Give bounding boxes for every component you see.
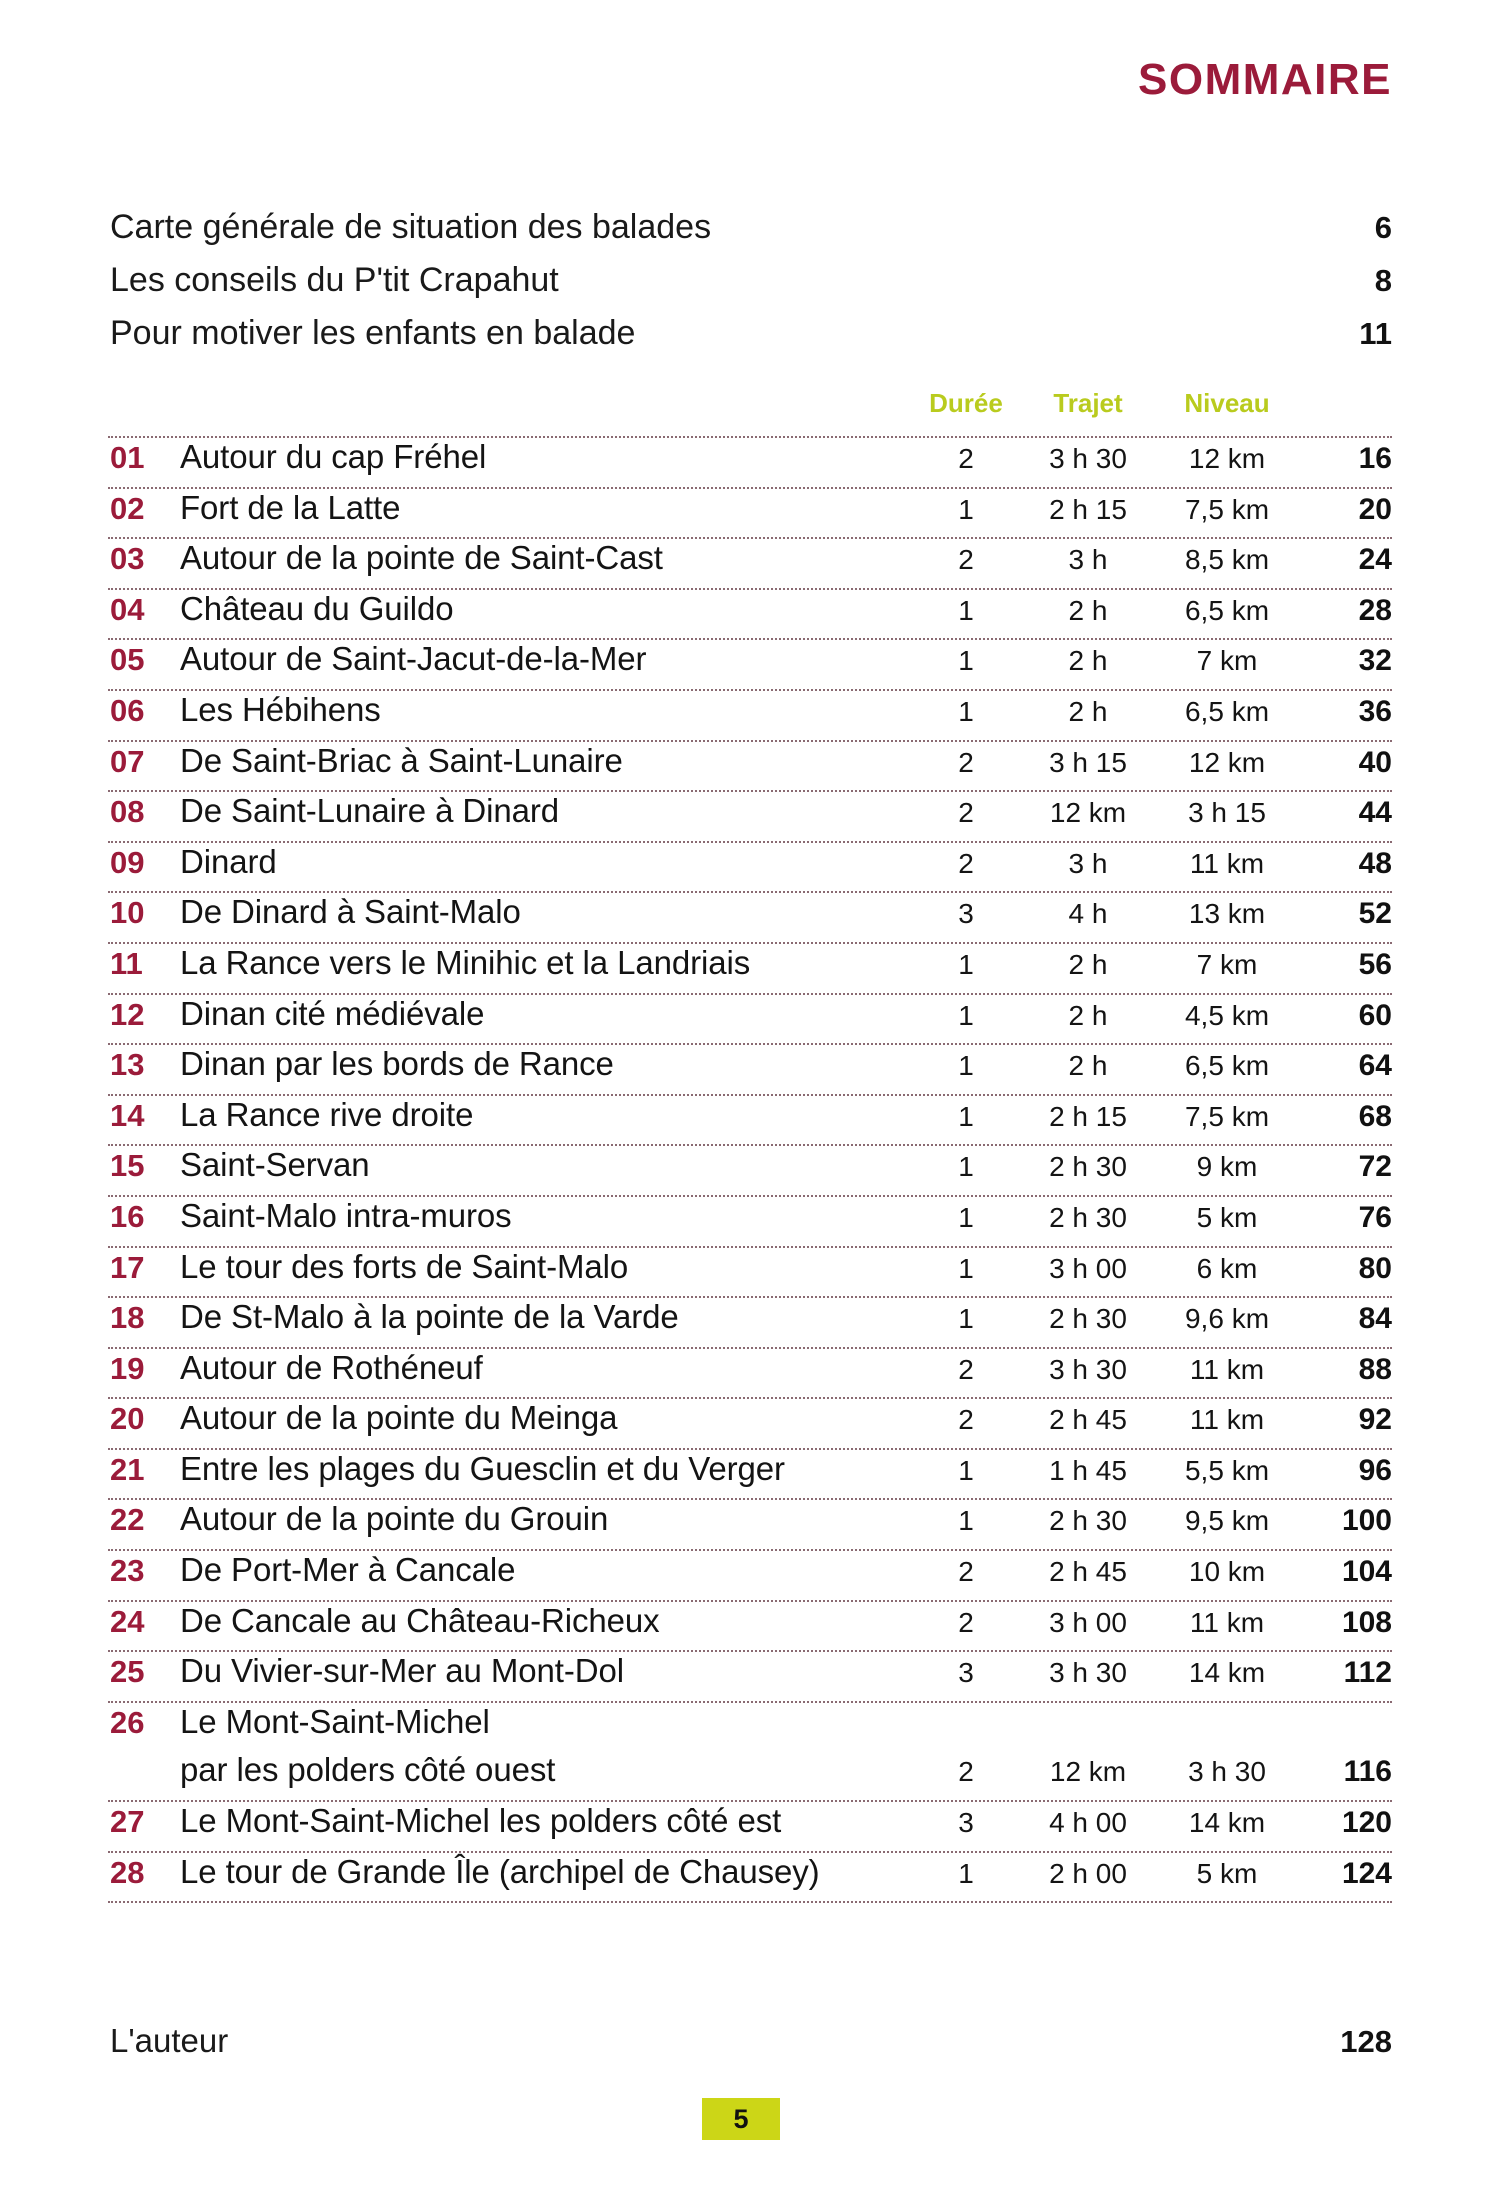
row-title: De Saint-Briac à Saint-Lunaire [180,741,623,779]
row-title: La Rance vers le Minihic et la Landriais [180,943,751,981]
row-duree: 2 [958,544,974,576]
row-page: 60 [1358,998,1392,1032]
row-page: 100 [1341,1504,1392,1538]
row-page: 24 [1358,543,1392,577]
table-row[interactable] [108,1195,1392,1246]
author-page-number: 128 [1340,2024,1392,2059]
table-row[interactable] [108,1701,1392,1752]
row-number: 14 [110,1097,145,1133]
row-trajet: 1 h 45 [1049,1454,1127,1486]
row-title: De Port-Mer à Cancale [180,1551,516,1589]
table-row[interactable] [108,487,1392,538]
row-number: 24 [110,1603,145,1639]
row-duree: 2 [958,1353,974,1385]
row-duree: 2 [958,1606,974,1638]
row-trajet: 3 h 30 [1049,443,1127,474]
row-niveau: 6,5 km [1184,594,1270,626]
row-title: De Saint-Lunaire à Dinard [180,792,560,830]
row-title: De Cancale au Château-Richeux [180,1601,660,1639]
table-row[interactable] [108,537,1392,588]
row-trajet: 2 h 30 [1049,1303,1127,1335]
author-label: L'auteur [110,2022,229,2059]
table-row[interactable] [108,689,1392,740]
row-niveau: 14 km [1188,1807,1266,1839]
table-row[interactable] [108,1296,1392,1347]
row-trajet: 3 h 30 [1049,1353,1127,1385]
row-number: 18 [110,1300,145,1336]
row-page: 72 [1358,1150,1392,1184]
row-duree: 3 [958,1807,974,1839]
row-number: 23 [110,1553,145,1589]
folio-badge [702,2098,780,2140]
table-row[interactable] [108,1347,1392,1398]
table-row[interactable] [108,1043,1392,1094]
row-duree: 1 [958,948,974,980]
row-trajet: 2 h 30 [1049,1151,1127,1183]
table-row[interactable] [108,942,1392,993]
row-title: Château du Guildo [180,589,454,627]
row-page: 32 [1358,644,1392,678]
row-number: 02 [110,490,145,526]
row-trajet: 3 h 00 [1049,1606,1127,1638]
row-number: 12 [110,996,145,1032]
row-trajet: 2 h 00 [1049,1857,1127,1889]
row-duree: 1 [958,1201,974,1233]
row-duree: 1 [958,999,974,1031]
row-niveau: 6 km [1196,1252,1258,1284]
row-niveau: 8,5 km [1184,544,1270,576]
row-title: De Dinard à Saint-Malo [180,893,521,931]
row-duree: 1 [958,1454,974,1486]
row-trajet: 2 h 15 [1049,1100,1127,1132]
row-trajet: 2 h [1068,594,1108,626]
row-duree: 1 [958,1857,974,1889]
row-niveau: 11 km [1189,847,1265,879]
table-row[interactable] [108,1751,1392,1800]
row-title: Le Mont-Saint-Michel [180,1702,490,1740]
row-number: 19 [110,1350,145,1386]
intro-item-label: Les conseils du P'tit Crapahut [110,261,559,299]
toc-table [108,388,1392,1903]
row-duree: 1 [958,493,974,525]
row-page: 80 [1358,1251,1392,1285]
row-page: 112 [1343,1656,1392,1690]
row-trajet: 2 h [1068,695,1108,727]
table-row[interactable] [108,1800,1392,1851]
row-page: 104 [1341,1555,1392,1589]
row-duree: 1 [958,1100,974,1132]
table-row[interactable] [108,1144,1392,1195]
row-duree: 1 [958,1505,974,1537]
row-trajet: 12 km [1049,797,1127,829]
table-row[interactable] [108,588,1392,639]
row-number: 17 [110,1249,145,1285]
table-row[interactable] [108,790,1392,841]
row-page: 88 [1358,1352,1392,1386]
table-row[interactable] [108,1498,1392,1549]
row-niveau: 5 km [1196,1201,1258,1233]
row-number: 20 [110,1401,145,1437]
row-page: 116 [1343,1755,1392,1789]
row-niveau: 7,5 km [1184,1100,1270,1132]
row-page: 120 [1341,1806,1392,1840]
row-number: 21 [110,1451,145,1487]
folio-number: 5 [733,2103,749,2134]
row-duree: 2 [958,797,974,829]
table-row[interactable] [108,1246,1392,1297]
row-niveau: 14 km [1188,1657,1266,1689]
row-title: Les Hébihens [180,690,381,728]
row-niveau: 11 km [1189,1404,1265,1436]
row-title: Du Vivier-sur-Mer au Mont-Dol [180,1652,624,1690]
column-header-duree: Durée [929,388,1003,418]
row-number: 26 [110,1704,145,1740]
row-page: 96 [1358,1453,1392,1487]
row-duree: 1 [958,645,974,677]
table-row[interactable] [108,1851,1392,1904]
row-niveau: 7 km [1196,645,1258,677]
row-trajet: 2 h [1068,645,1108,677]
row-trajet: 3 h [1068,544,1108,576]
row-trajet: 3 h [1068,847,1108,879]
row-number: 27 [110,1804,145,1840]
row-page: 92 [1358,1403,1392,1437]
row-niveau: 9,6 km [1184,1303,1270,1335]
row-niveau: 3 h 30 [1188,1756,1266,1788]
row-trajet: 2 h 30 [1049,1505,1127,1537]
row-niveau: 6,5 km [1184,1050,1270,1082]
row-niveau: 9,5 km [1184,1505,1270,1537]
row-duree: 2 [958,443,974,474]
row-title: Saint-Malo intra-muros [180,1196,512,1234]
row-page: 124 [1341,1856,1392,1890]
table-row[interactable] [108,1650,1392,1701]
row-trajet: 2 h [1068,1050,1108,1082]
row-title: De St-Malo à la pointe de la Varde [180,1298,679,1336]
row-niveau: 5 km [1196,1857,1258,1889]
intro-item[interactable] [110,314,1392,367]
row-page: 64 [1358,1049,1392,1083]
row-trajet: 2 h [1068,948,1108,980]
row-niveau: 9 km [1196,1151,1258,1183]
intro-item-page: 8 [1374,263,1392,298]
row-title: Fort de la Latte [180,488,401,526]
row-niveau: 7,5 km [1184,493,1270,525]
row-niveau: 10 km [1188,1556,1266,1588]
row-title: Entre les plages du Guesclin et du Verger [180,1449,785,1487]
row-niveau: 11 km [1189,1606,1265,1638]
row-page: 108 [1341,1605,1392,1639]
row-niveau: 11 km [1189,1353,1265,1385]
row-title: Autour de la pointe du Meinga [180,1399,618,1437]
row-number: 10 [110,895,145,931]
row-niveau: 6,5 km [1184,695,1270,727]
row-duree: 2 [958,847,974,879]
row-duree: 1 [958,1050,974,1082]
row-duree: 1 [958,594,974,626]
row-page: 56 [1358,947,1392,981]
table-row[interactable] [108,993,1392,1044]
row-duree: 1 [958,1252,974,1284]
author-entry[interactable] [110,2022,1392,2060]
row-number: 06 [110,692,145,728]
row-number: 22 [110,1502,145,1538]
intro-entries [110,208,1392,367]
toc-rows [108,436,1392,1903]
page-header [0,55,1392,104]
row-number: 01 [110,440,145,475]
row-page: 44 [1358,796,1392,830]
table-row[interactable] [108,891,1392,942]
row-trajet: 4 h [1068,898,1108,930]
row-niveau: 7 km [1196,948,1258,980]
column-header-trajet: Trajet [1053,388,1123,418]
row-page: 20 [1358,492,1392,526]
row-number: 28 [110,1854,145,1890]
table-row[interactable] [108,1094,1392,1145]
row-page: 16 [1358,442,1392,475]
row-trajet: 3 h 00 [1049,1252,1127,1284]
row-number: 05 [110,642,145,678]
intro-item-page: 6 [1374,210,1392,245]
row-trajet: 2 h 30 [1049,1201,1127,1233]
row-duree: 2 [958,1404,974,1436]
row-duree: 2 [958,746,974,778]
intro-item-label: Pour motiver les enfants en balade [110,314,636,352]
row-page: 68 [1358,1099,1392,1133]
row-niveau: 3 h 15 [1188,797,1266,829]
table-row[interactable] [108,436,1392,487]
row-title: Dinan par les bords de Rance [180,1045,614,1083]
intro-item-page: 11 [1359,316,1392,351]
row-niveau: 12 km [1188,443,1266,474]
row-title: par les polders côté ouest [180,1751,556,1789]
row-niveau: 12 km [1188,746,1266,778]
row-trajet: 3 h 15 [1049,746,1127,778]
row-title: Dinard [180,842,277,880]
page-title: SOMMAIRE [1138,55,1392,104]
row-niveau: 13 km [1188,898,1266,930]
row-title: Autour de la pointe du Grouin [180,1500,609,1538]
intro-item[interactable] [110,208,1392,261]
intro-item-label: Carte générale de situation des balades [110,208,712,246]
row-duree: 2 [958,1756,974,1788]
row-niveau: 4,5 km [1184,999,1270,1031]
row-page: 28 [1358,593,1392,627]
row-title: Autour du cap Fréhel [180,438,487,475]
row-page: 52 [1358,897,1392,931]
row-duree: 3 [958,1657,974,1689]
row-niveau: 5,5 km [1184,1454,1270,1486]
row-title: La Rance rive droite [180,1095,474,1133]
row-duree: 1 [958,695,974,727]
table-row[interactable] [108,638,1392,689]
row-title: Autour de Rothéneuf [180,1348,483,1386]
column-header-niveau: Niveau [1184,388,1270,418]
row-trajet: 2 h 15 [1049,493,1127,525]
row-title: Dinan cité médiévale [180,994,485,1032]
row-number: 11 [110,945,143,981]
row-page: 76 [1358,1200,1392,1234]
row-number: 25 [110,1654,145,1690]
row-trajet: 2 h 45 [1049,1404,1127,1436]
row-number: 09 [110,844,145,880]
row-title: Le tour de Grande Île (archipel de Chausey) [180,1852,820,1890]
row-duree: 1 [958,1303,974,1335]
intro-item[interactable] [110,261,1392,314]
row-trajet: 2 h 45 [1049,1556,1127,1588]
row-trajet: 3 h 30 [1049,1657,1127,1689]
table-row[interactable] [108,1600,1392,1651]
row-trajet: 4 h 00 [1049,1807,1127,1839]
row-number: 08 [110,794,145,830]
row-page: 40 [1358,745,1392,779]
table-row[interactable] [108,841,1392,892]
row-title: Autour de Saint-Jacut-de-la-Mer [180,640,647,678]
table-row[interactable] [108,740,1392,791]
row-title: Autour de la pointe de Saint-Cast [180,539,663,577]
row-number: 16 [110,1198,145,1234]
row-page: 36 [1358,694,1392,728]
row-trajet: 12 km [1049,1756,1127,1788]
row-trajet: 2 h [1068,999,1108,1031]
row-title: Saint-Servan [180,1146,370,1184]
table-row[interactable] [108,1397,1392,1448]
row-number: 15 [110,1148,145,1184]
table-row[interactable] [108,1549,1392,1600]
toc-column-headers [108,388,1392,436]
row-duree: 3 [958,898,974,930]
row-title: Le tour des forts de Saint-Malo [180,1247,629,1285]
table-row[interactable] [108,1448,1392,1499]
row-page: 48 [1358,846,1392,880]
row-number: 13 [110,1047,145,1083]
row-number: 04 [110,591,145,627]
row-number: 07 [110,743,145,779]
row-title: Le Mont-Saint-Michel les polders côté est [180,1802,782,1840]
row-duree: 2 [958,1556,974,1588]
row-duree: 1 [958,1151,974,1183]
row-page: 84 [1358,1302,1392,1336]
row-number: 03 [110,541,145,577]
